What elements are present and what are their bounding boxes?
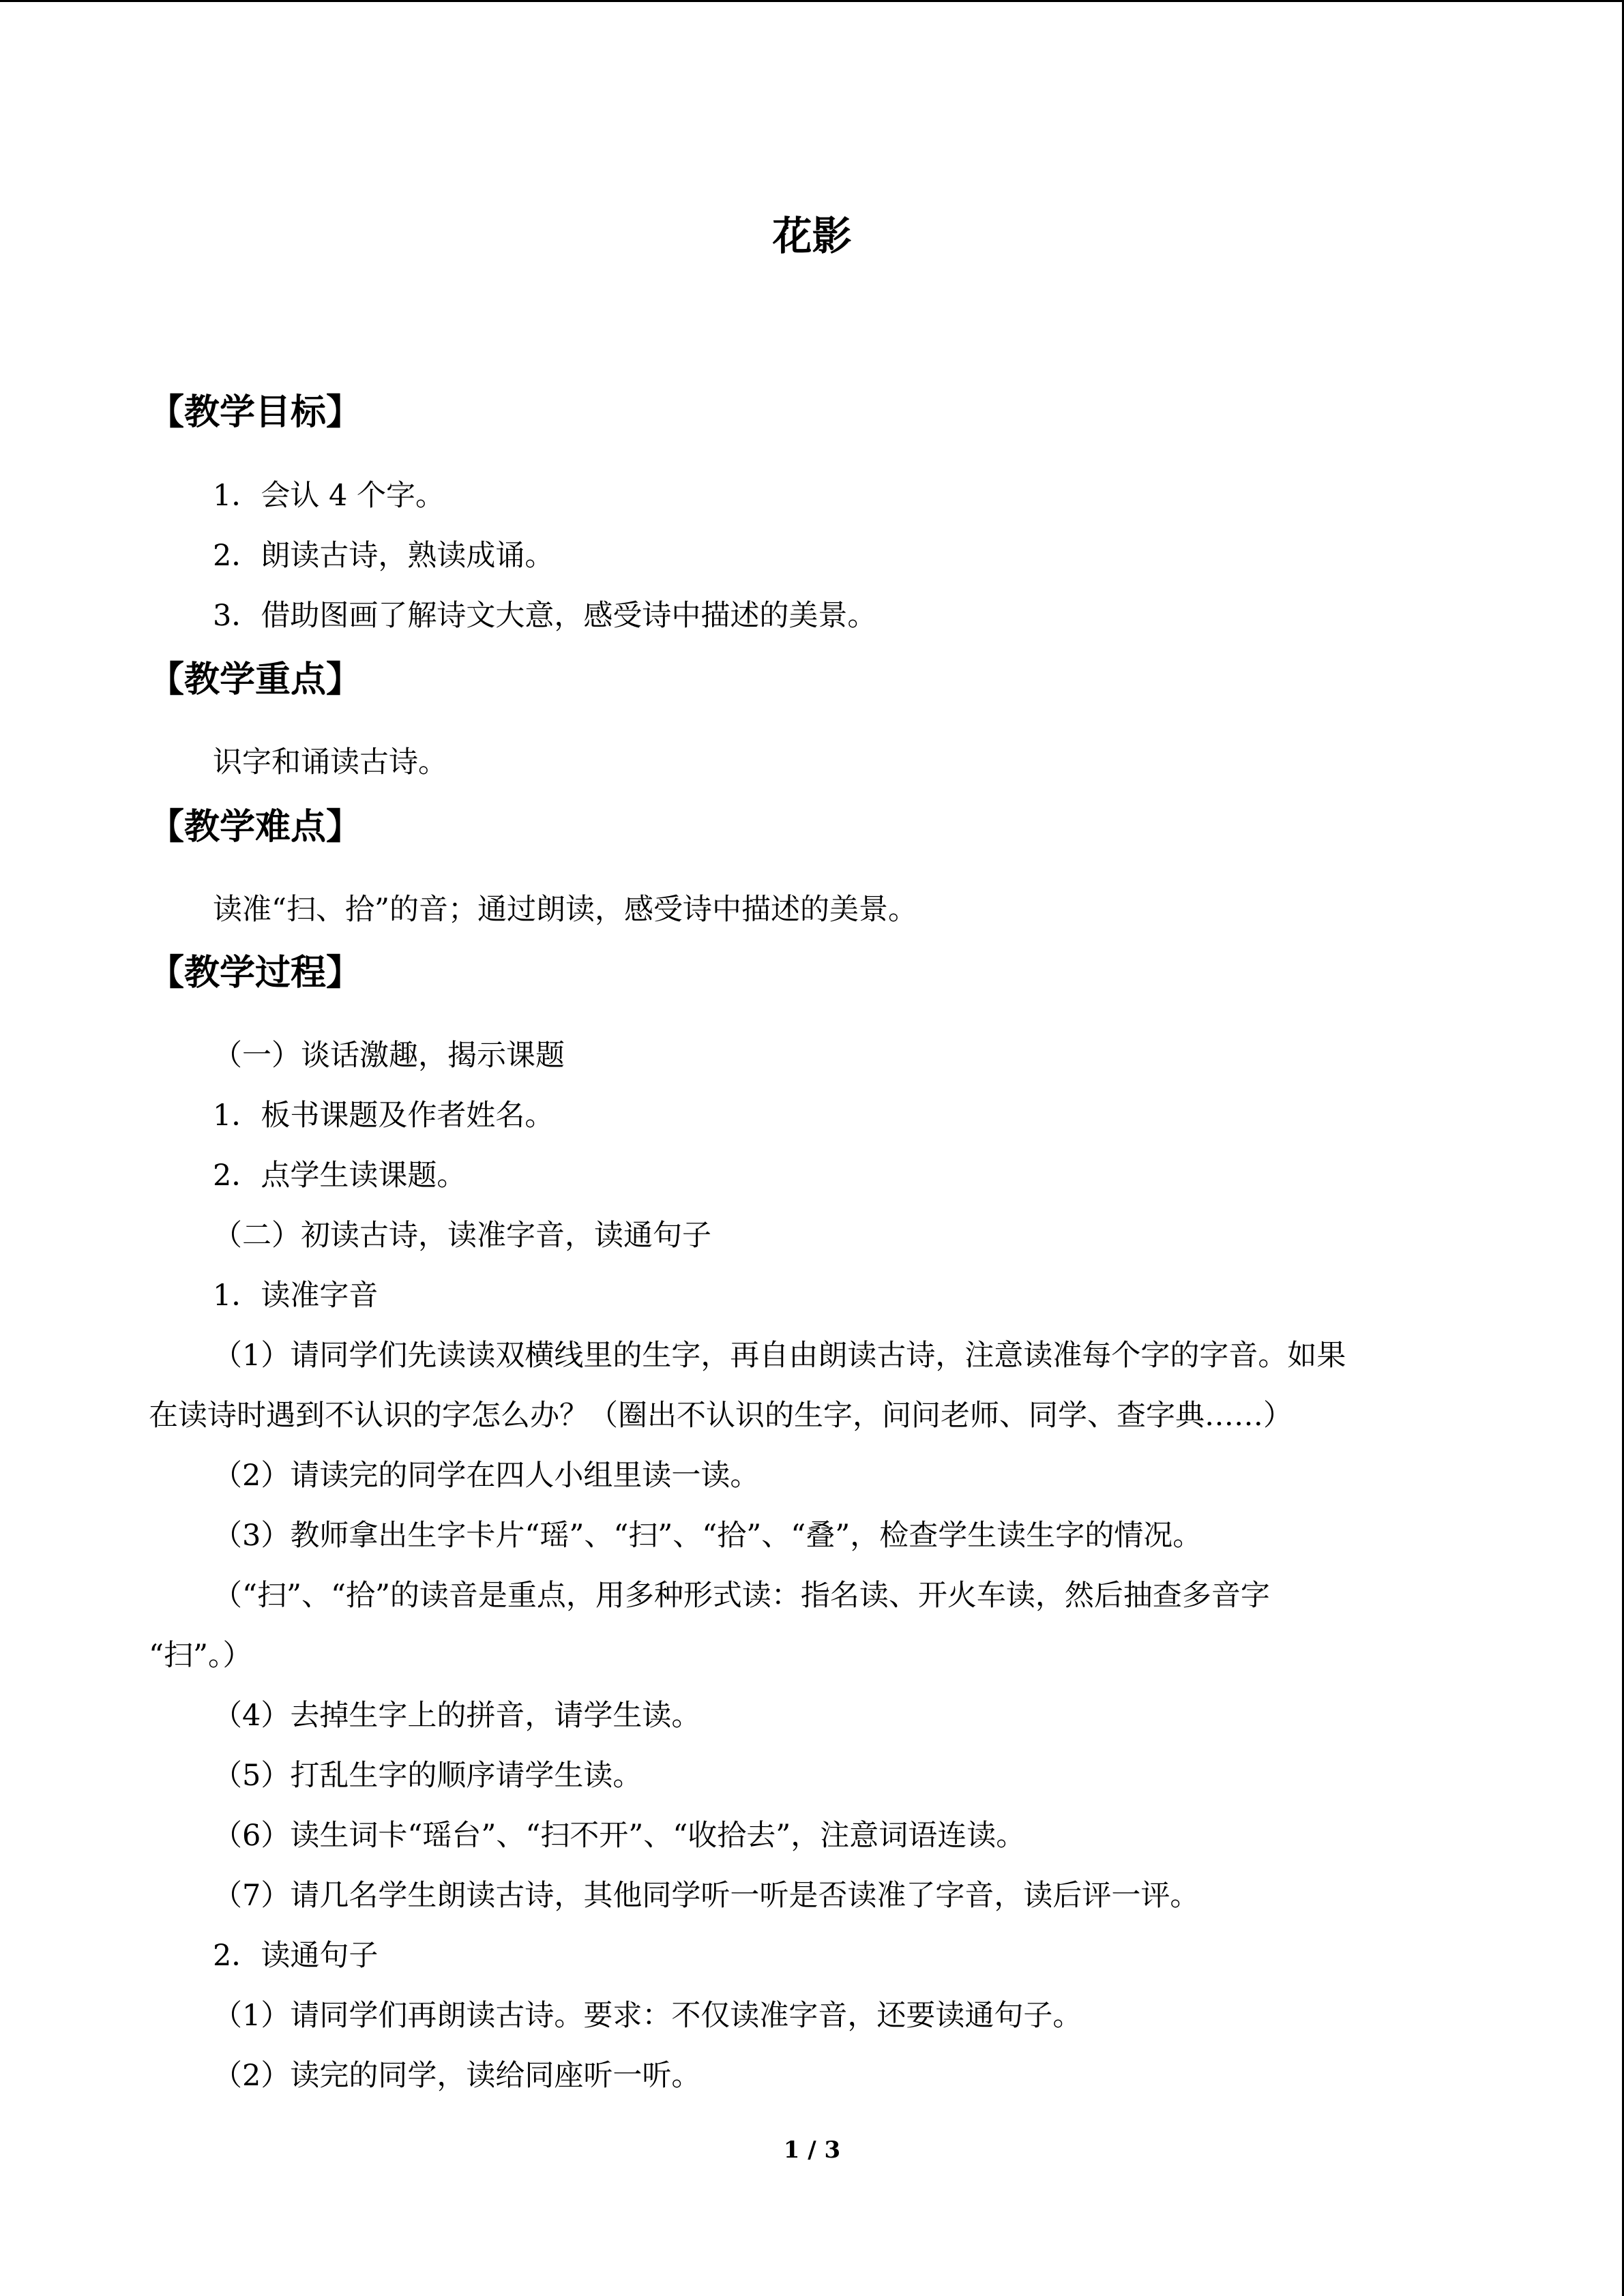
process-line: （3）教师拿出生字卡片“瑶”、“扫”、“拾”、“叠”，检查学生读生字的情况。 [213, 1519, 1202, 1553]
heading-process: 【教学过程】 [149, 953, 362, 994]
objective-item: 3．借助图画了解诗文大意，感受诗中描述的美景。 [213, 599, 877, 633]
process-line: （二）初读古诗，读准字音，读通句子 [213, 1219, 711, 1253]
process-line: （1）请同学们先读读双横线里的生字，再自由朗读古诗，注意读准每个字的字音。如果 [213, 1339, 1346, 1373]
process-line: （7）请几名学生朗读古诗，其他同学听一听是否读准了字音，读后评一评。 [213, 1879, 1200, 1913]
heading-objectives: 【教学目标】 [149, 392, 362, 433]
process-line: “扫”。） [149, 1639, 252, 1673]
process-line: （2）读完的同学，读给同座听一听。 [213, 2059, 701, 2093]
process-line: （“扫”、“拾”的读音是重点，用多种形式读：指名读、开火车读，然后抽查多音字 [213, 1579, 1270, 1613]
process-line: （一）谈话激趣，揭示课题 [213, 1039, 565, 1073]
process-line: （5）打乱生字的顺序请学生读。 [213, 1759, 643, 1793]
difficulties-text: 读准“扫、拾”的音；通过朗读，感受诗中描述的美景。 [213, 893, 917, 927]
objective-item: 2．朗读古诗，熟读成诵。 [213, 539, 555, 573]
process-line: （6）读生词卡“瑶台”、“扫不开”、“收拾去”，注意词语连读。 [213, 1819, 1026, 1853]
process-line: （1）请同学们再朗读古诗。要求：不仅读准字音，还要读通句子。 [213, 1999, 1082, 2033]
page-number: 1 / 3 [783, 2136, 841, 2164]
process-line: 2．读通句子 [213, 1939, 379, 1973]
heading-key-points: 【教学重点】 [149, 659, 362, 700]
process-line: 2．点学生读课题。 [213, 1159, 467, 1193]
process-line: 在读诗时遇到不认识的字怎么办？（圈出不认识的生字，问问老师、同学、查字典……） [149, 1399, 1293, 1433]
objective-item: 1．会认 4 个字。 [213, 479, 445, 513]
page-title: 花影 [772, 213, 852, 259]
key-points-text: 识字和诵读古诗。 [213, 745, 447, 779]
heading-difficulties: 【教学难点】 [149, 807, 362, 848]
process-line: 1．板书课题及作者姓名。 [213, 1099, 555, 1133]
process-line: 1．读准字音 [213, 1279, 379, 1313]
process-line: （4）去掉生字上的拼音，请学生读。 [213, 1699, 701, 1733]
process-line: （2）请读完的同学在四人小组里读一读。 [213, 1459, 760, 1493]
